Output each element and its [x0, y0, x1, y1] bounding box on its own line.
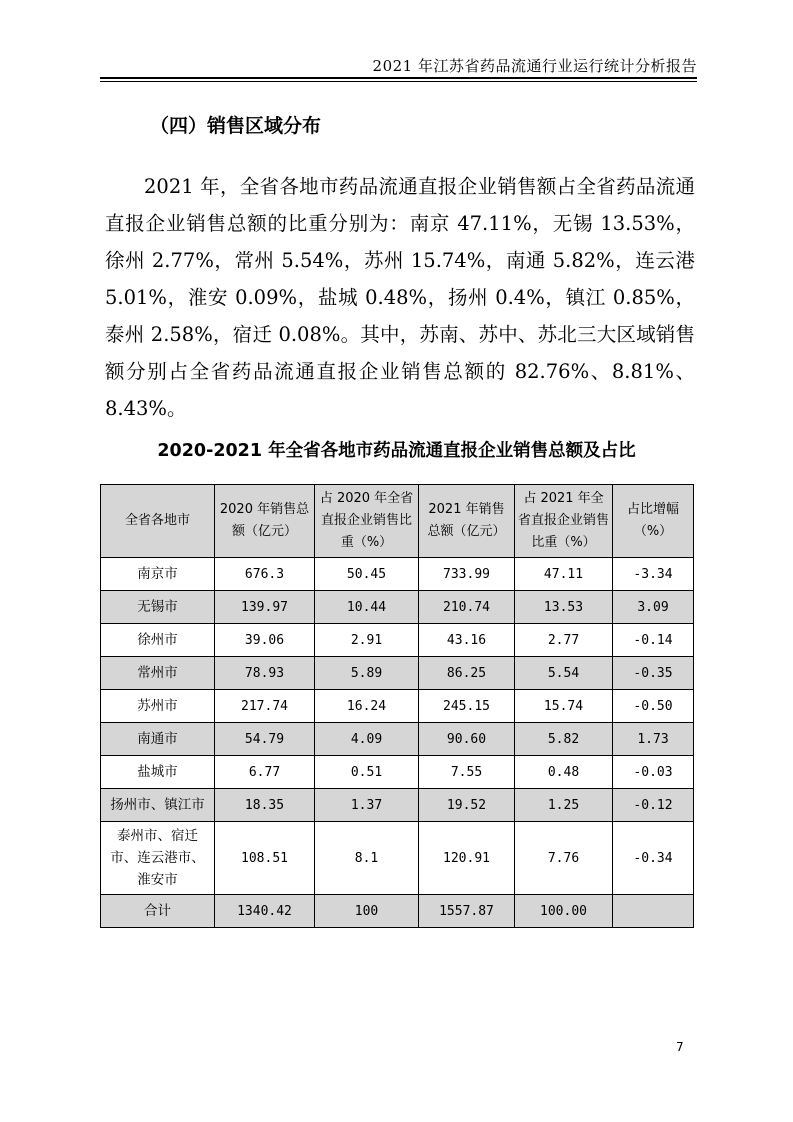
value-cell: 5.54: [515, 657, 613, 690]
value-cell: 8.1: [315, 822, 419, 895]
city-cell: 徐州市: [101, 624, 215, 657]
value-cell: -0.35: [613, 657, 694, 690]
value-cell: 15.74: [515, 690, 613, 723]
table-row: [101, 756, 694, 789]
header-rule-thin: [100, 81, 697, 82]
value-cell: -3.34: [613, 558, 694, 591]
header-cell-share-change: 占比增幅（%）: [613, 485, 694, 558]
value-cell: -0.50: [613, 690, 694, 723]
header-cell-2020-share: 占 2020 年全省直报企业销售比重（%）: [315, 485, 419, 558]
table-row: [101, 591, 694, 624]
value-cell: 18.35: [215, 789, 315, 822]
city-cell: 苏州市: [101, 690, 215, 723]
header-rule-thick: [100, 77, 697, 79]
sales-region-table: [100, 484, 694, 928]
value-cell: 6.77: [215, 756, 315, 789]
value-cell: 245.15: [419, 690, 515, 723]
value-cell: 5.89: [315, 657, 419, 690]
value-cell: 100.00: [515, 895, 613, 928]
value-cell: 733.99: [419, 558, 515, 591]
value-cell: -0.03: [613, 756, 694, 789]
value-cell: 16.24: [315, 690, 419, 723]
value-cell: 10.44: [315, 591, 419, 624]
section-heading: （四）销售区域分布: [150, 115, 322, 137]
value-cell: 47.11: [515, 558, 613, 591]
report-header-title: 2021 年江苏省药品流通行业运行统计分析报告: [372, 57, 697, 75]
value-cell: 139.97: [215, 591, 315, 624]
value-cell: 5.82: [515, 723, 613, 756]
value-cell: 1.25: [515, 789, 613, 822]
value-cell: 2.91: [315, 624, 419, 657]
page-number: 7: [676, 1040, 684, 1054]
value-cell: 0.51: [315, 756, 419, 789]
value-cell: 86.25: [419, 657, 515, 690]
total-label-cell: 合计: [101, 895, 215, 928]
table-header-row: [101, 485, 694, 558]
value-cell: 100: [315, 895, 419, 928]
value-cell: -0.34: [613, 822, 694, 895]
header-cell-2021-sales: 2021 年销售总额（亿元）: [419, 485, 515, 558]
table-row: [101, 789, 694, 822]
header-cell-2021-share: 占 2021 年全省直报企业销售比重（%）: [515, 485, 613, 558]
value-cell: 90.60: [419, 723, 515, 756]
value-cell: 120.91: [419, 822, 515, 895]
city-cell: 常州市: [101, 657, 215, 690]
value-cell: 39.06: [215, 624, 315, 657]
value-cell: 210.74: [419, 591, 515, 624]
value-cell: 1340.42: [215, 895, 315, 928]
city-cell: 南通市: [101, 723, 215, 756]
table-row: [101, 690, 694, 723]
value-cell: 7.76: [515, 822, 613, 895]
table-row: [101, 723, 694, 756]
table-caption: 2020-2021 年全省各地市药品流通直报企业销售总额及占比: [157, 441, 636, 461]
value-cell: 2.77: [515, 624, 613, 657]
value-cell: 7.55: [419, 756, 515, 789]
header-cell-city: 全省各地市: [101, 485, 215, 558]
value-cell: 13.53: [515, 591, 613, 624]
value-cell: [613, 895, 694, 928]
table-total-row: [101, 895, 694, 928]
table-row: [101, 657, 694, 690]
city-cell: 泰州市、宿迁市、连云港市、淮安市: [101, 822, 215, 895]
table-row: [101, 822, 694, 895]
value-cell: 1557.87: [419, 895, 515, 928]
table-row: [101, 558, 694, 591]
value-cell: 19.52: [419, 789, 515, 822]
value-cell: 1.73: [613, 723, 694, 756]
city-cell: 扬州市、镇江市: [101, 789, 215, 822]
city-cell: 无锡市: [101, 591, 215, 624]
city-cell: 南京市: [101, 558, 215, 591]
table-row: [101, 624, 694, 657]
value-cell: 1.37: [315, 789, 419, 822]
value-cell: 54.79: [215, 723, 315, 756]
city-cell: 盐城市: [101, 756, 215, 789]
value-cell: 108.51: [215, 822, 315, 895]
value-cell: -0.14: [613, 624, 694, 657]
value-cell: 4.09: [315, 723, 419, 756]
value-cell: 676.3: [215, 558, 315, 591]
header-cell-2020-sales: 2020 年销售总额（亿元）: [215, 485, 315, 558]
value-cell: 217.74: [215, 690, 315, 723]
body-paragraph: 2021 年，全省各地市药品流通直报企业销售额占全省药品流通直报企业销售总额的比重分别为：南京 47.11%，无锡 13.53%，徐州 2.77%，常州 5.54%，苏州 15.74%，南通 5.82%，连云港 5.01%，淮安 0.09%，盐城 0.48%，扬州 0.4%，镇江 0.85%，泰州 2.58%，宿迁 0.08%。其中，苏南、苏中、苏北三大区域销售额分别占全省药品流通直报企业销售总额的 82.76%、8.81%、8.43%。: [105, 175, 695, 420]
value-cell: 78.93: [215, 657, 315, 690]
value-cell: -0.12: [613, 789, 694, 822]
value-cell: 3.09: [613, 591, 694, 624]
value-cell: 43.16: [419, 624, 515, 657]
value-cell: 0.48: [515, 756, 613, 789]
value-cell: 50.45: [315, 558, 419, 591]
